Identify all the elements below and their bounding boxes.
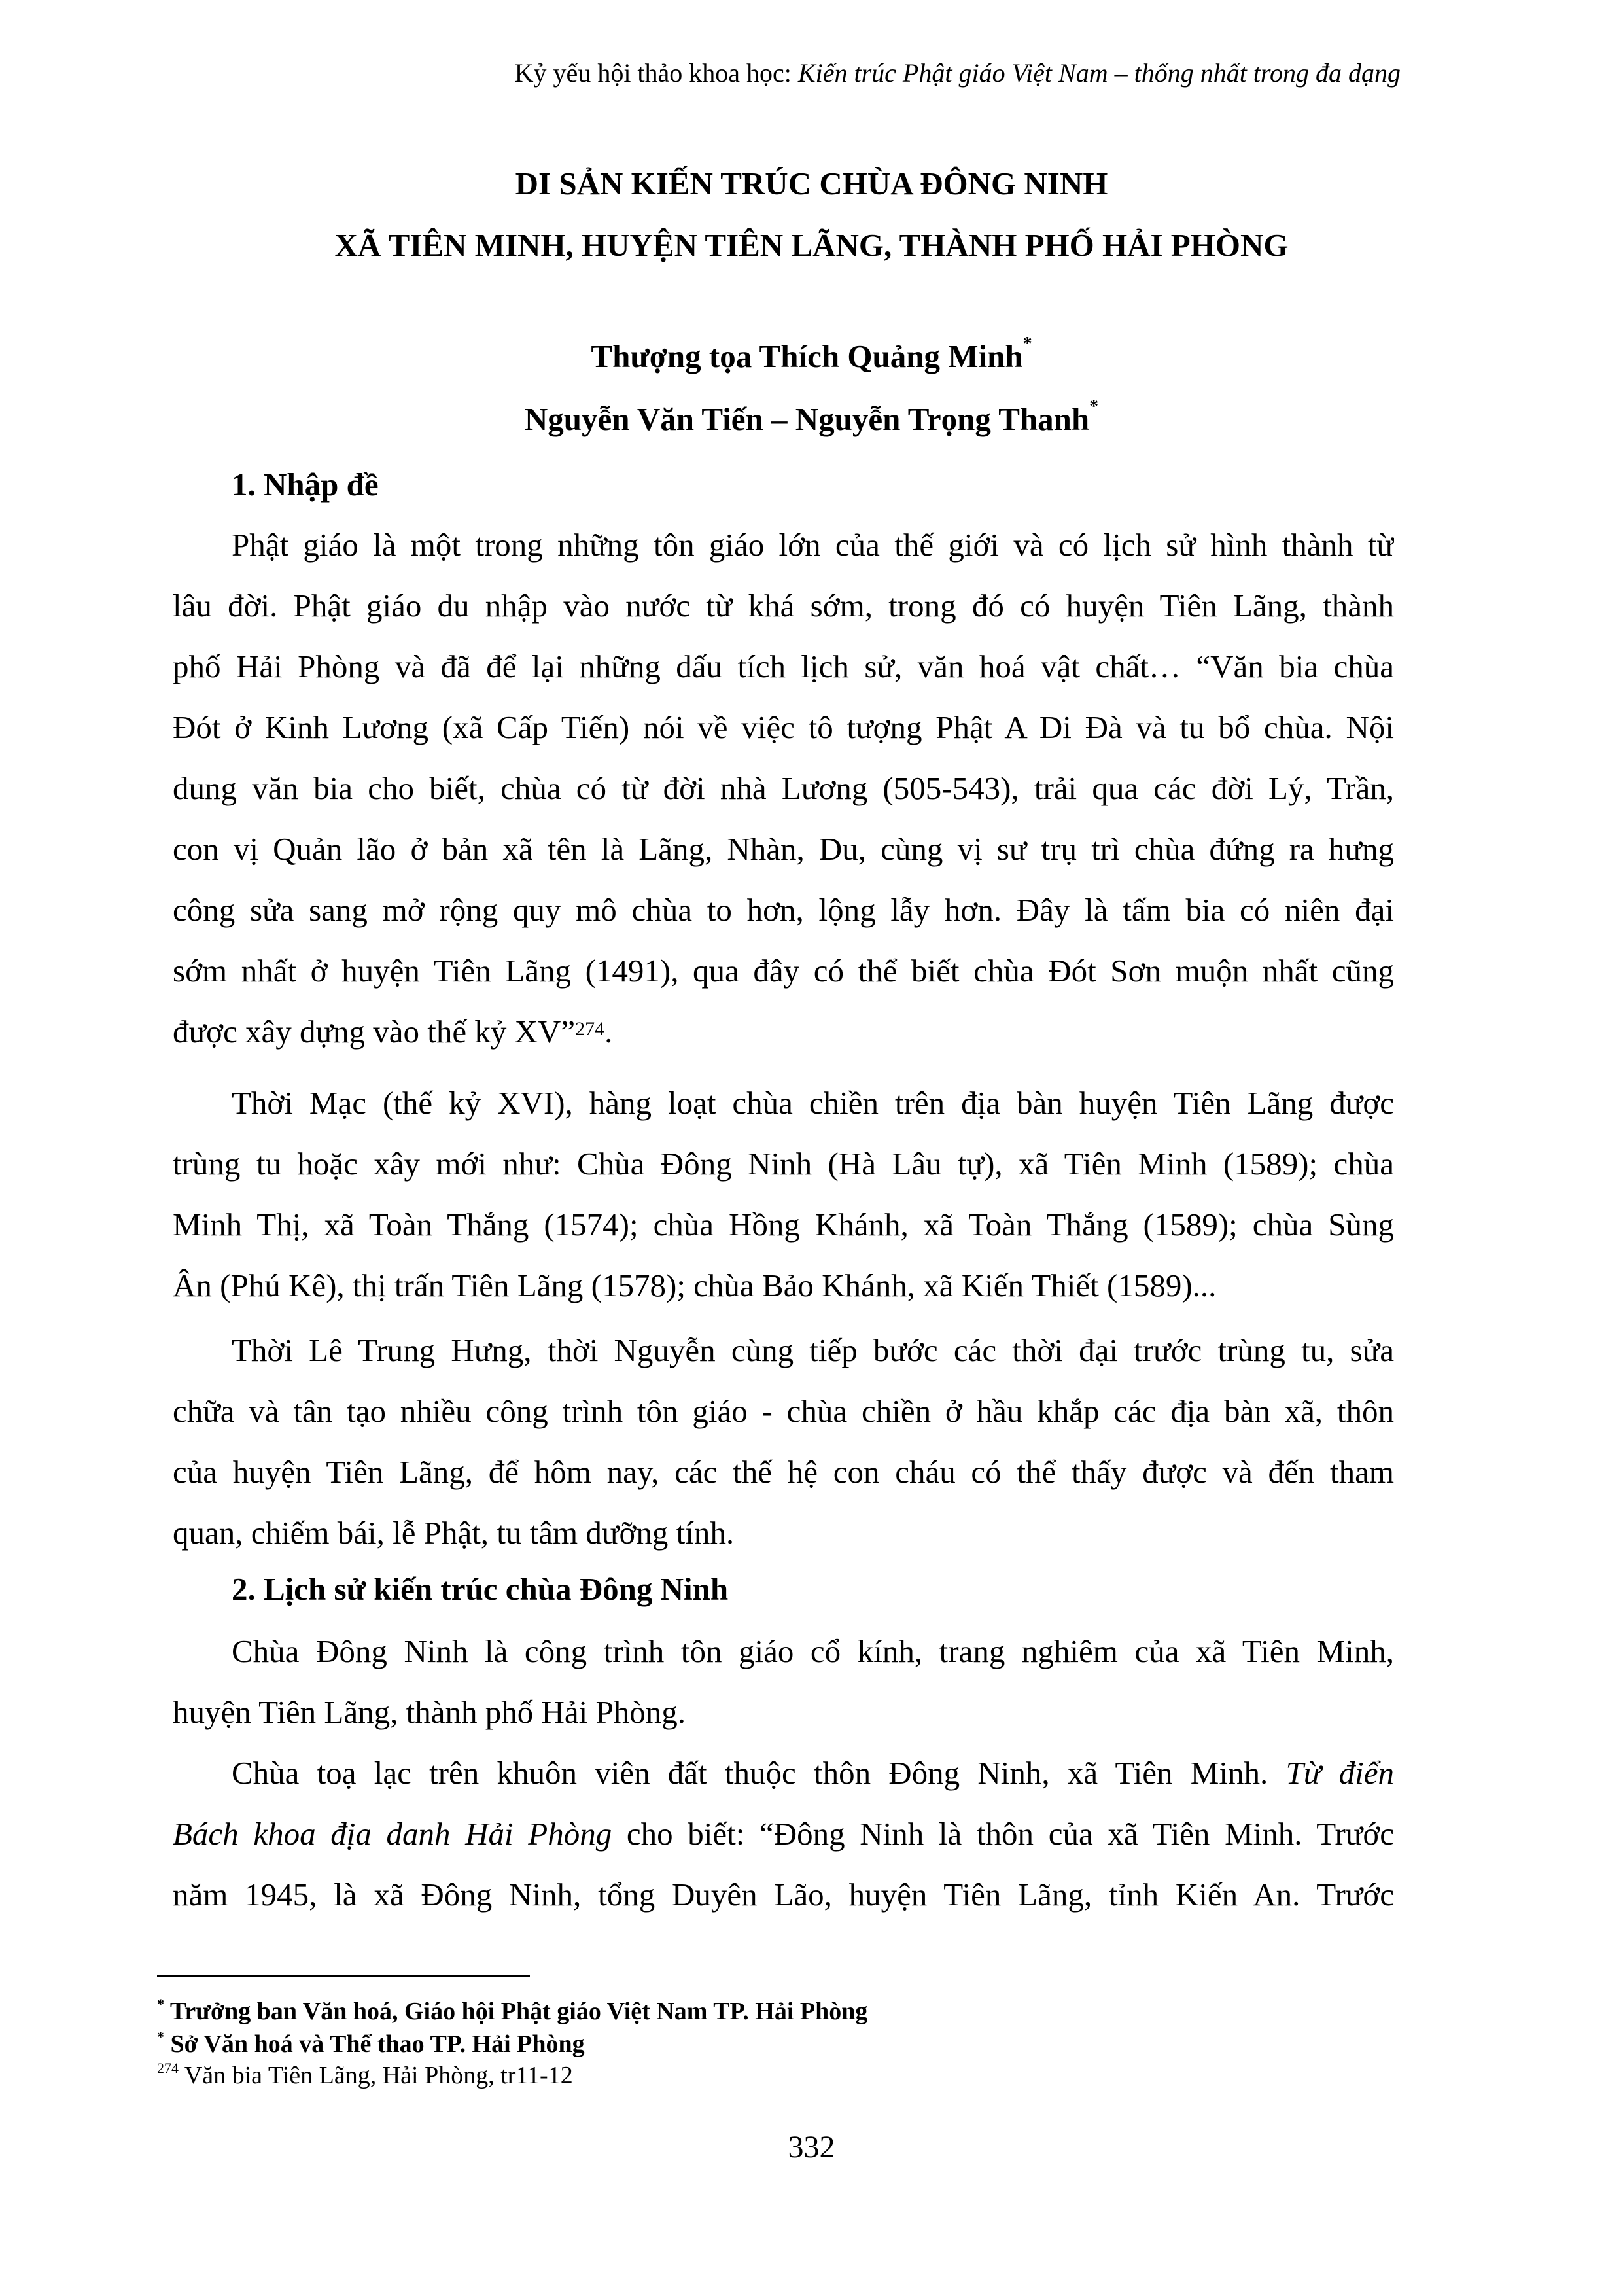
body-line: huyện Tiên Lãng, thành phố Hải Phòng. [173,1694,686,1730]
footnote-marker: * [157,1996,164,2012]
title-line-1: DI SẢN KIẾN TRÚC CHÙA ĐÔNG NINH [515,166,1108,202]
author-name-1: Thượng tọa Thích Quảng Minh [591,338,1023,374]
author-footnote-marker-1: * [1022,334,1032,354]
footnote-text: Trưởng ban Văn hoá, Giáo hội Phật giáo Việt Nam TP. Hải Phòng [169,1998,868,2025]
body-line: phố Hải Phòng và đã để lại những dấu tích lịch sử, văn hoá vật chất… “Văn bia chùa [173,648,1394,684]
body-line [173,1012,1394,1053]
body-line: Thời Mạc (thế kỷ XVI), hàng loạt chùa chiền trên địa bàn huyện Tiên Lãng được [232,1085,1394,1121]
body-line [173,1814,1394,1855]
body-line: con vị Quản lão ở bản xã tên là Lãng, Nhàn, Du, cùng vị sư trụ trì chùa đứng ra hưng [173,831,1394,867]
page-number: 332 [788,2130,835,2164]
body-line: Chùa Đông Ninh là công trình tôn giáo cổ kính, trang nghiêm của xã Tiên Minh, [232,1633,1394,1669]
body-line: sớm nhất ở huyện Tiên Lãng (1491), qua đây có thể biết chùa Đót Sơn muộn nhất cũng [173,953,1394,989]
title-line-2: XÃ TIÊN MINH, HUYỆN TIÊN LÃNG, THÀNH PHỐ HẢI PHÒNG [334,227,1289,263]
body-line: của huyện Tiên Lãng, để hôm nay, các thế hệ con cháu có thể thấy được và đến tham [173,1454,1394,1490]
footnote-text: Sở Văn hoá và Thể thao TP. Hải Phòng [170,2030,585,2058]
body-line [232,1754,1394,1794]
body-line-text: Chùa toạ lạc trên khuôn viên đất thuộc thôn Đông Ninh, xã Tiên Minh. [232,1755,1286,1791]
body-line: công sửa sang mở rộng quy mô chùa to hơn, lộng lẫy hơn. Đây là tấm bia có niên đại [173,892,1394,928]
footnote-text: Văn bia Tiên Lãng, Hải Phòng, tr11-12 [179,2062,573,2089]
body-line-text: cho biết: “Đông Ninh là thôn của xã Tiên Minh. Trước [626,1816,1394,1852]
author-footnote-marker-2: * [1089,397,1099,417]
footnote-3 [157,2061,573,2090]
body-line-end: . [604,1014,613,1050]
body-line: trùng tu hoặc xây mới như: Chùa Đông Ninh (Hà Lâu tự), xã Tiên Minh (1589); chùa [173,1146,1394,1182]
footnote-reference: 274 [575,1018,605,1040]
section-heading-2: 2. Lịch sử kiến trúc chùa Đông Ninh [232,1571,729,1607]
body-line: Minh Thị, xã Toàn Thắng (1574); chùa Hồng Khánh, xã Toàn Thắng (1589); chùa Sùng [173,1207,1394,1243]
footnote-separator [157,1975,530,1977]
body-line: lâu đời. Phật giáo du nhập vào nước từ khá sớm, trong đó có huyện Tiên Lãng, thành [173,588,1394,624]
book-title-italic-a: Từ điển [1285,1755,1394,1791]
section-heading-1: 1. Nhập đề [232,467,379,503]
footnote-1 [157,1997,867,2026]
body-line: dung văn bia cho biết, chùa có từ đời nhà Lương (505-543), trải qua các đời Lý, Trần, [173,770,1394,806]
body-line: Đót ở Kinh Lương (xã Cấp Tiến) nói về việc tô tượng Phật A Di Đà và tu bổ chùa. Nội [173,709,1394,745]
author-name-2: Nguyễn Văn Tiến – Nguyễn Trọng Thanh [524,401,1090,437]
footnote-marker: 274 [157,2060,179,2076]
running-header-prefix: Kỷ yếu hội thảo khoa học: [514,58,798,88]
body-line: năm 1945, là xã Đông Ninh, tổng Duyên Lão, huyện Tiên Lãng, tỉnh Kiến An. Trước [173,1877,1394,1913]
body-line-text: được xây dựng vào thế kỷ XV” [173,1014,576,1050]
footnote-marker: * [157,2028,164,2045]
body-line: Thời Lê Trung Hưng, thời Nguyễn cùng tiếp bước các thời đại trước trùng tu, sửa [232,1332,1394,1368]
book-title-italic-b: Bách khoa địa danh Hải Phòng [173,1816,612,1852]
footnote-2 [157,2030,585,2058]
body-line: Ân (Phú Kê), thị trấn Tiên Lãng (1578); chùa Bảo Khánh, xã Kiến Thiết (1589)... [173,1267,1217,1303]
running-header-italic: Kiến trúc Phật giáo Việt Nam – thống nhất trong đa dạng [797,58,1401,88]
body-line: Phật giáo là một trong những tôn giáo lớn của thế giới và có lịch sử hình thành từ [232,527,1394,563]
author-line-2 [0,397,1623,438]
author-line-1 [0,334,1623,375]
running-header [515,58,1401,88]
body-line: chữa và tân tạo nhiều công trình tôn giáo - chùa chiền ở hầu khắp các địa bàn xã, thôn [173,1393,1394,1429]
body-line: quan, chiếm bái, lễ Phật, tu tâm dưỡng tính. [173,1515,735,1551]
